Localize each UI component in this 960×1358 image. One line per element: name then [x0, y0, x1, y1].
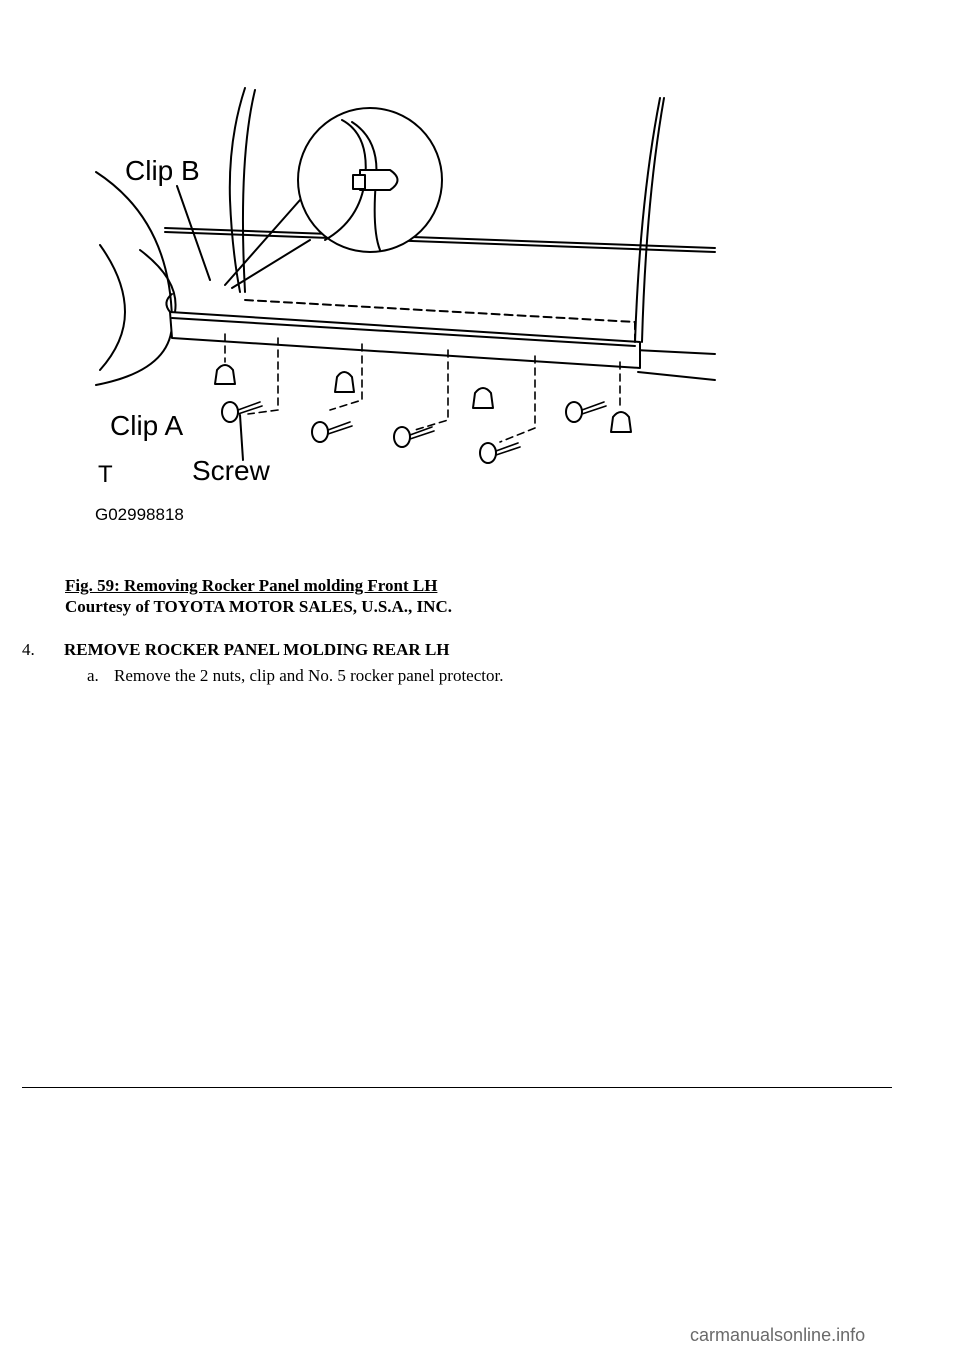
watermark: carmanualsonline.info — [690, 1325, 866, 1345]
substep-letter: a. — [87, 666, 99, 685]
clip-a-label: Clip A — [110, 410, 184, 441]
wheel-arch-outer — [96, 172, 172, 385]
substep-text: Remove the 2 nuts, clip and No. 5 rocker panel protector. — [114, 666, 504, 685]
rocker-molding — [170, 312, 640, 368]
screw-leader — [240, 415, 243, 460]
screw-3 — [394, 427, 410, 447]
wheel-arch-inner — [100, 245, 125, 370]
screw-5 — [566, 402, 582, 422]
body-line-upper — [165, 228, 715, 248]
figure-courtesy: Courtesy of TOYOTA MOTOR SALES, U.S.A., INC. — [65, 597, 452, 616]
footer-divider — [22, 1087, 892, 1088]
figure-caption — [65, 575, 452, 617]
body-line-upper-2 — [165, 232, 715, 252]
door-edge — [635, 98, 660, 342]
figure-title: Fig. 59: Removing Rocker Panel molding Front LH — [65, 576, 438, 595]
procedure-substep — [87, 666, 503, 686]
screw-label: Screw — [192, 455, 270, 486]
clip-a-4 — [611, 412, 631, 432]
step-number: 4. — [22, 640, 35, 659]
rocker-panel-molding-diagram — [80, 80, 720, 530]
screw-4 — [480, 443, 496, 463]
body-line-lower — [635, 350, 715, 354]
clip-a-3 — [473, 388, 493, 408]
clip-b-label: Clip B — [125, 155, 200, 186]
screw-2 — [312, 422, 328, 442]
body-line-lower-2 — [638, 372, 715, 380]
corner-mark: T — [98, 461, 113, 488]
clip-a-2 — [335, 372, 354, 392]
figure-code: G02998818 — [95, 505, 184, 524]
procedure-step — [22, 640, 450, 660]
screw-1 — [222, 402, 238, 422]
step-heading: REMOVE ROCKER PANEL MOLDING REAR LH — [64, 640, 450, 659]
clip-a-1 — [215, 365, 235, 384]
